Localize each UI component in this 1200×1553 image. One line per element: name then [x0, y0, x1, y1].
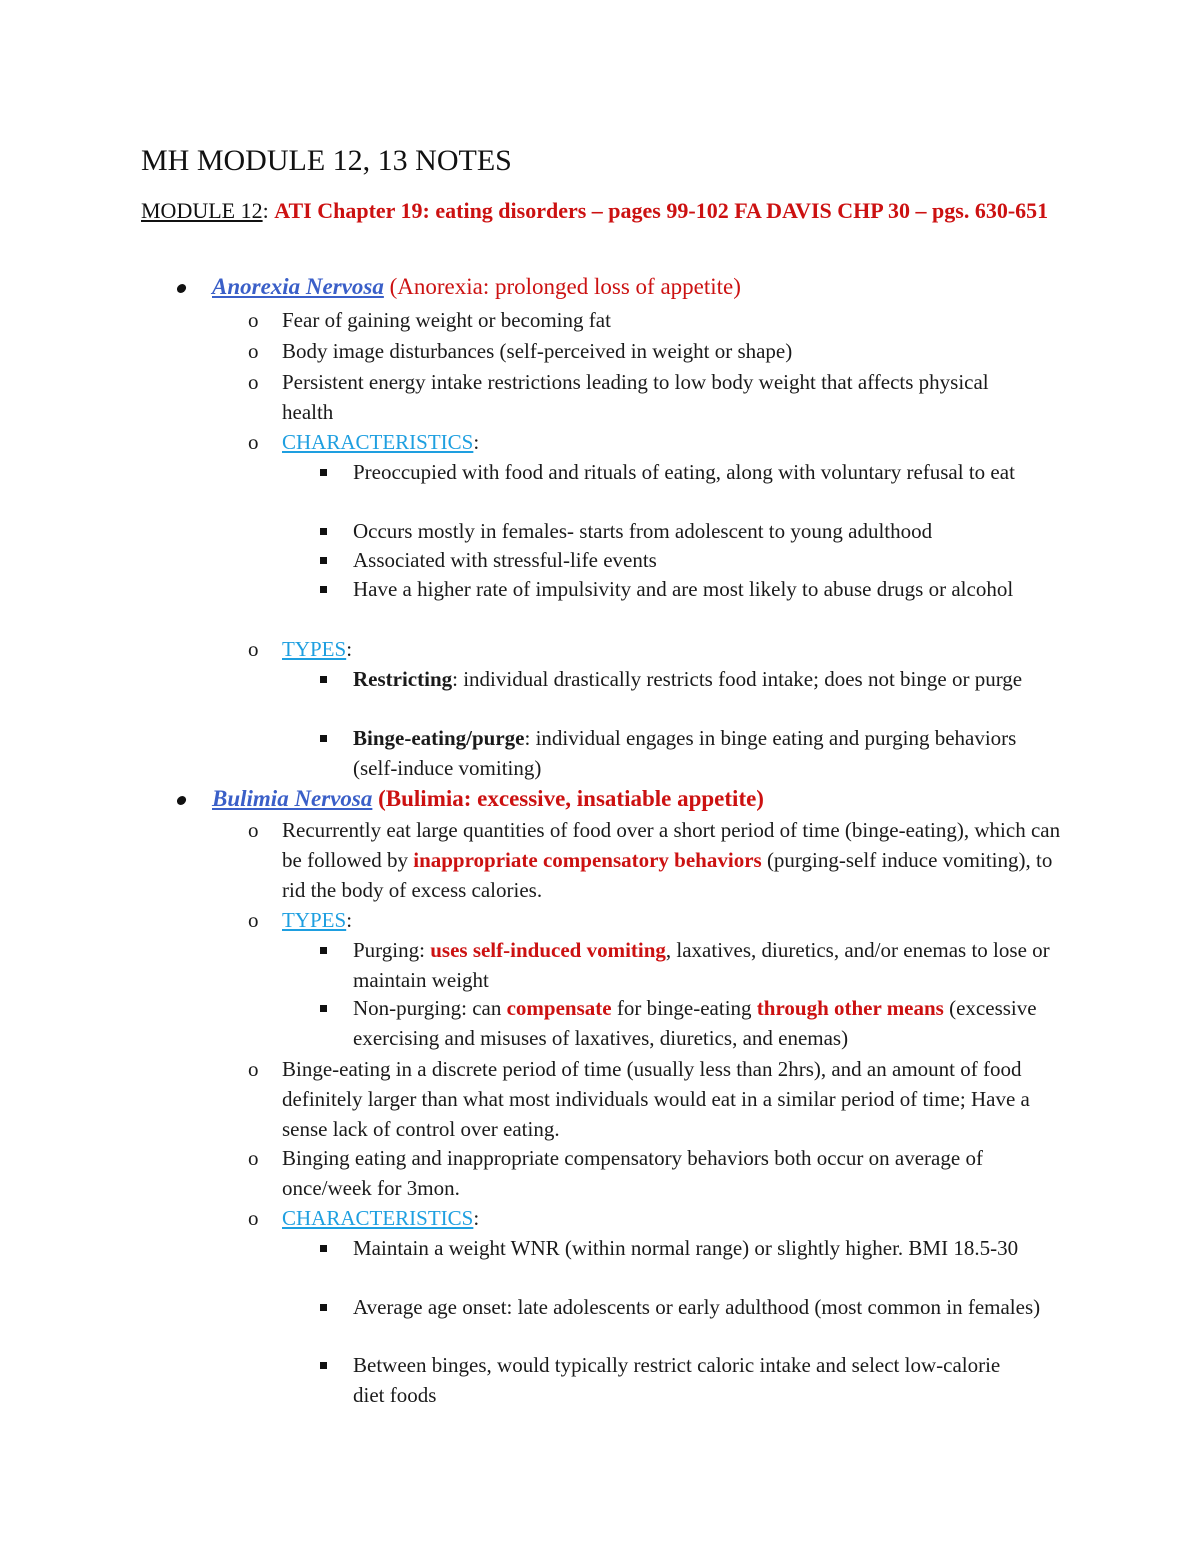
list-item-text: Recurrently eat large quantities of food over a short period of time (binge-eating), which can be followed by	[282, 818, 1061, 872]
square-bullet-icon	[320, 735, 327, 742]
list-item-text: (excessive exercising and misuses of laxatives, diuretics, and enemas)	[353, 996, 1037, 1050]
highlight-text: through other means	[756, 996, 944, 1020]
list-item	[353, 575, 1053, 605]
list-item	[353, 546, 1053, 576]
circle-bullet-icon: o	[248, 370, 259, 394]
list-item	[248, 367, 1002, 427]
list-item	[353, 936, 1053, 995]
list-item-text: Purging:	[353, 938, 431, 962]
list-item-text: Have a higher rate of impulsivity and are most likely to abuse drugs or alcohol	[353, 577, 1014, 601]
circle-bullet-icon: o	[248, 1146, 259, 1170]
highlight-text: uses self-induced vomiting	[430, 938, 666, 962]
list-item-text: Between binges, would typically restrict caloric intake and select low-calorie diet foods	[353, 1353, 1001, 1407]
characteristics-label: CHARACTERISTICS	[282, 430, 474, 454]
square-bullet-icon	[320, 557, 327, 564]
circle-bullet-icon: o	[248, 818, 259, 842]
characteristics-label: CHARACTERISTICS	[282, 1206, 474, 1230]
bulimia-name: Bulimia Nervosa	[212, 786, 373, 811]
label-colon: :	[346, 637, 353, 661]
module-colon: :	[262, 198, 275, 223]
list-item-text: Associated with stressful-life events	[353, 548, 657, 572]
list-item	[248, 815, 1062, 905]
circle-bullet-icon: o	[248, 1057, 259, 1081]
list-item	[353, 724, 1053, 783]
bulimia-heading	[212, 784, 764, 814]
list-item	[248, 1143, 1062, 1203]
square-bullet-icon	[320, 947, 327, 954]
square-bullet-icon	[320, 1304, 327, 1311]
circle-bullet-icon: o	[248, 637, 259, 661]
list-item	[248, 336, 1062, 366]
square-bullet-icon	[320, 586, 327, 593]
list-item-text: Non-purging: can	[353, 996, 507, 1020]
list-item-text: Binge-eating in a discrete period of time (usually less than 2hrs), and an amount of food definitely larger than what most individuals would eat in a similar period of time; Have a sense lack of control over eating.	[282, 1057, 1030, 1141]
anorexia-heading	[212, 272, 741, 302]
square-bullet-icon	[320, 1245, 327, 1252]
list-item	[248, 305, 1062, 335]
list-item-text: Occurs mostly in females- starts from adolescent to young adulthood	[353, 519, 933, 543]
list-item-text: Preoccupied with food and rituals of eating, along with voluntary refusal to eat	[353, 460, 1015, 484]
module-reference: ATI Chapter 19: eating disorders – pages 99-102 FA DAVIS CHP 30 – pgs. 630-651	[274, 198, 1049, 223]
list-item	[248, 1054, 1062, 1144]
circle-bullet-icon: o	[248, 308, 259, 332]
list-item-text: Fear of gaining weight or becoming fat	[282, 308, 611, 332]
page-title: MH MODULE 12, 13 NOTES	[141, 144, 512, 177]
square-bullet-icon	[320, 676, 327, 683]
characteristics-heading	[248, 427, 1062, 457]
list-item-text: (purging-self induce vomiting), to rid the body of excess calories.	[282, 848, 1053, 902]
anorexia-name: Anorexia Nervosa	[212, 274, 384, 299]
list-item	[353, 1293, 1053, 1323]
bulimia-definition: (Bulimia: excessive, insatiable appetite)	[378, 786, 764, 811]
type-term: Binge-eating/purge	[353, 726, 525, 750]
list-item	[353, 1351, 1023, 1410]
square-bullet-icon	[320, 1362, 327, 1369]
anorexia-definition: (Anorexia: prolonged loss of appetite)	[389, 274, 741, 299]
label-colon: :	[473, 1206, 480, 1230]
type-description: : individual drastically restricts food intake; does not binge or purge	[452, 667, 1023, 691]
characteristics-heading	[248, 1203, 1062, 1233]
module-subheading	[141, 196, 1061, 226]
list-item	[353, 1234, 1033, 1264]
list-item-text: Maintain a weight WNR (within normal range) or slightly higher. BMI 18.5-30	[353, 1236, 1019, 1260]
list-item-text: Body image disturbances (self-perceived in weight or shape)	[282, 339, 793, 363]
list-item	[353, 458, 1053, 488]
list-item-text: Persistent energy intake restrictions leading to low body weight that affects physical health	[282, 370, 989, 424]
label-colon: :	[473, 430, 480, 454]
list-item-text: for binge-eating	[611, 996, 757, 1020]
circle-bullet-icon: o	[248, 339, 259, 363]
list-item	[353, 994, 1053, 1053]
circle-bullet-icon: o	[248, 1206, 259, 1230]
square-bullet-icon	[320, 1005, 327, 1012]
label-colon: :	[346, 908, 353, 932]
types-heading	[248, 634, 1062, 664]
types-label: TYPES	[282, 637, 347, 661]
types-label: TYPES	[282, 908, 347, 932]
list-item-text: Average age onset: late adolescents or early adulthood (most common in females)	[353, 1295, 1041, 1319]
type-description: : individual engages in binge eating and purging behaviors (self-induce vomiting)	[353, 726, 1017, 780]
bullet-icon	[176, 796, 187, 805]
types-heading	[248, 905, 1062, 935]
highlight-text: inappropriate compensatory behaviors	[413, 848, 762, 872]
type-term: Restricting	[353, 667, 453, 691]
list-item	[353, 517, 1053, 547]
square-bullet-icon	[320, 528, 327, 535]
list-item-text: , laxatives, diuretics, and/or enemas to lose or maintain weight	[353, 938, 1050, 992]
list-item-text: Binging eating and inappropriate compensatory behaviors both occur on average of once/week for 3mon.	[282, 1146, 983, 1200]
bullet-icon	[176, 284, 187, 293]
circle-bullet-icon: o	[248, 908, 259, 932]
circle-bullet-icon: o	[248, 430, 259, 454]
module-label: MODULE 12	[141, 198, 263, 223]
highlight-text: compensate	[506, 996, 612, 1020]
list-item	[353, 665, 1053, 695]
square-bullet-icon	[320, 469, 327, 476]
